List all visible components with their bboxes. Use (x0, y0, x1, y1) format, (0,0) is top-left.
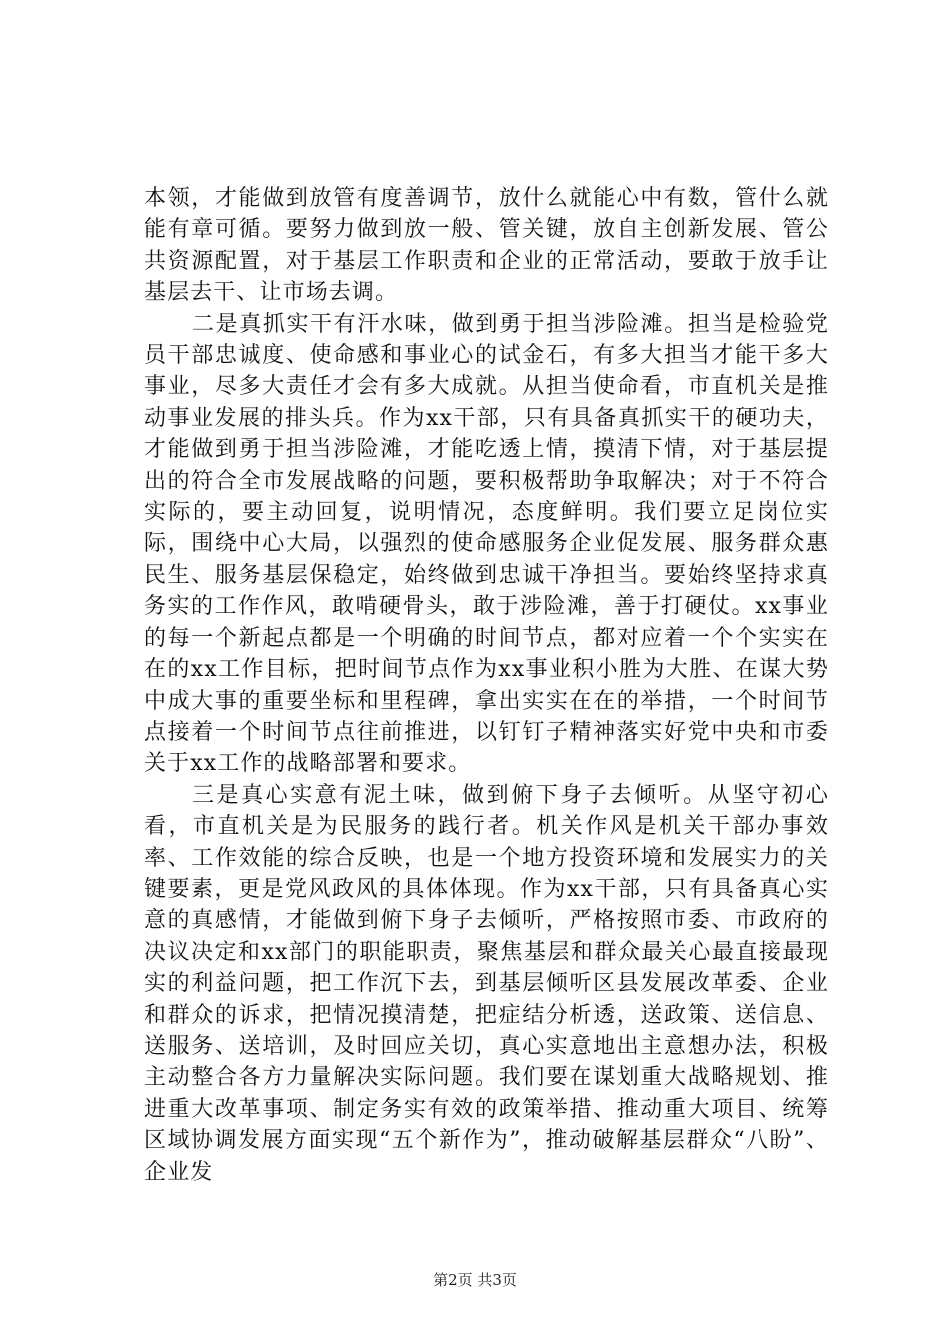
document-body (144, 183, 829, 1188)
paragraph-continuation: 本领，才能做到放管有度善调节，放什么就能心中有数，管什么就能有章可循。要努力做到放一般、管关键，放自主创新发展、管公共资源配置，对于基层工作职责和企业的正常活动，要敢于放手让基层去干、让市场去调。 (144, 186, 829, 306)
page-number-footer: 第2页 共3页 (433, 1271, 517, 1289)
paragraph-point-two: 二是真抓实干有汗水味，做到勇于担当涉险滩。担当是检验党员干部忠诚度、使命感和事业心的试金石，有多大担当才能干多大事业，尽多大责任才会有多大成就。从担当使命看，市直机关是推动事业发展的排头兵。作为xx干部，只有具备真抓实干的硬功夫，才能做到勇于担当涉险滩，才能吃透上情，摸清下情，对于基层提出的符合全市发展战略的问题，要积极帮助争取解决；对于不符合实际的，要主动回复，说明情况，态度鲜明。我们要立足岗位实际，围绕中心大局，以强烈的使命感服务企业促发展、服务群众惠民生、服务基层保稳定，始终做到忠诚干净担当。要始终坚持求真务实的工作作风，敢啃硬骨头，敢于涉险滩，善于打硬仗。xx事业的每一个新起点都是一个明确的时间节点，都对应着一个个实实在在的xx工作目标，把时间节点作为xx事业积小胜为大胜、在谋大势中成大事的重要坐标和里程碑，拿出实实在在的举措，一个时间节点接着一个时间节点往前推进，以钉钉子精神落实好党中央和市委关于xx工作的战略部署和要求。 (144, 311, 829, 777)
paragraph-point-three: 三是真心实意有泥土味，做到俯下身子去倾听。从坚守初心看，市直机关是为民服务的践行者。机关作风是机关干部办事效率、工作效能的综合反映，也是一个地方投资环境和发展实力的关键要素，更是党风政风的具体体现。作为xx干部，只有具备真心实意的真感情，才能做到俯下身子去倾听，严格按照市委、市政府的决议决定和xx部门的职能职责，聚焦基层和群众最关心最直接最现实的利益问题，把工作沉下去，到基层倾听区县发展改革委、企业和群众的诉求，把情况摸清楚，把症结分析透，送政策、送信息、送服务、送培训，及时回应关切，真心实意地出主意想办法，积极主动整合各方力量解决实际问题。我们要在谋划重大战略规划、推进重大改革事项、制定务实有效的政策举措、推动重大项目、统筹区域协调发展方面实现“五个新作为”，推动破解基层群众“八盼”、企业发 (144, 782, 829, 1185)
